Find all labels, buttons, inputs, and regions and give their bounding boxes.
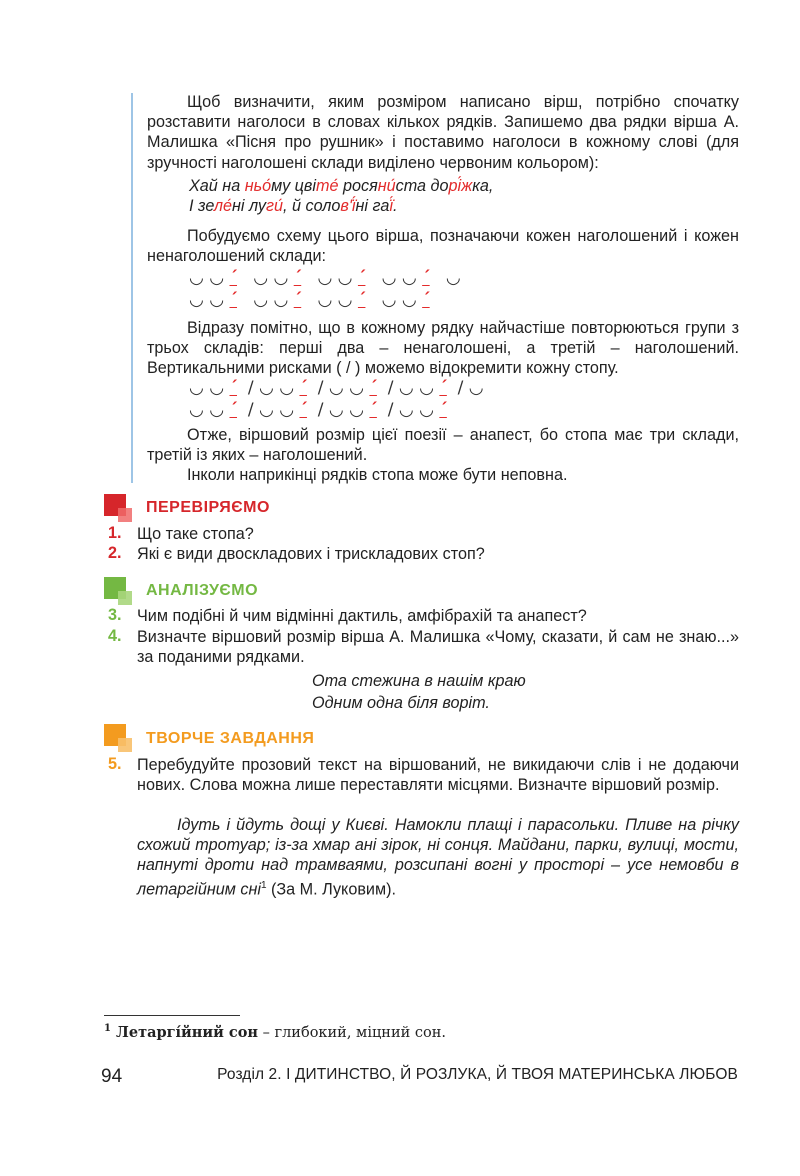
question-text: Які є види двоскладових і трискладових стоп? <box>137 545 485 563</box>
intro-paragraph-2: Побудуємо схему цього вірша, позначаючи кожен наголошений і кожен ненаголошений склади: <box>147 227 739 266</box>
footnote: $^1$ Летаргі́йний сон – глибокий, міцний сон. <box>104 1023 447 1041</box>
question-number: 5. <box>108 755 122 773</box>
question-number: 4. <box>108 627 122 645</box>
question-text: Що таке стопа? <box>137 525 254 543</box>
intro-paragraph-3: Відразу помітно, що в кожному рядку найчастіше повторюються групи з трьох складів: перші два – ненаголошені, а третій – наголошений. Вертикальними рисками ( / ) можемо відокремити кожну стопу. <box>147 319 739 378</box>
creative-heading: ТВОРЧЕ ЗАВДАННЯ <box>146 730 315 747</box>
question-number: 1. <box>108 524 122 542</box>
running-head: Розділ 2. І ДИТИНСТВО, Й РОЗЛУКА, Й ТВОЯ МАТЕРИНСЬКА ЛЮБОВ <box>217 1066 738 1083</box>
question-text: Чим подібні й чим відмінні дактиль, амфібрахій та анапест? <box>137 607 587 625</box>
intro-paragraph-5: Інколи наприкінці рядків стопа може бути неповна. <box>187 466 568 484</box>
question-number: 3. <box>108 606 122 624</box>
scheme-line-1: ◡ ◡ ΄ ◡ ◡ ΄ ◡ ◡ ΄ ◡ ◡ ΄ ◡ <box>189 268 461 288</box>
margin-rule <box>131 93 133 483</box>
scheme-line-2: ◡ ◡ ΄ ◡ ◡ ΄ ◡ ◡ ΄ ◡ ◡ ΄ <box>189 290 430 310</box>
scheme-feet-line-1: ◡ ◡ ΄ / ◡ ◡ ΄ / ◡ ◡ ΄ / ◡ ◡ ΄ / ◡ <box>189 378 484 398</box>
creative-square-accent-icon <box>118 738 132 752</box>
question-text: Визначте віршовий розмір вірша А. Малишка «Чому, сказати, й сам не знаю...» за поданими рядками. <box>137 628 739 667</box>
analyze-heading: АНАЛІЗУЄМО <box>146 582 259 599</box>
check-square-accent-icon <box>118 508 132 522</box>
verse-line-2: І зеле́ні луги́, й солов'ї́ні гаї́. <box>189 197 398 215</box>
verse-line-1: Хай на ньо́му цвіте́ росяни́ста дорі́жка, <box>189 177 494 195</box>
analyze-square-accent-icon <box>118 591 132 605</box>
question-number: 2. <box>108 544 122 562</box>
intro-paragraph-4: Отже, віршовий розмір цієї поезії – анапест, бо стопа має три склади, третій із яких – наголошений. <box>147 426 739 465</box>
check-heading: ПЕРЕВІРЯЄМО <box>146 499 270 516</box>
intro-paragraph-1: Щоб визначити, яким розміром написано вірш, потрібно спочатку розставити наголоси в словах кількох рядків. Запишемо два рядки вірша А. Малишка «Пісня про рушник» і поставимо наголоси в кожному слові (для зручності наголошені склади виділено червоним кольором): <box>147 93 739 172</box>
page-number: 94 <box>101 1066 123 1087</box>
question-text: Перебудуйте прозовий текст на віршований, не викидаючи слів і не додаючи нових. Слова можна лише переставляти місцями. Визначте віршовий розмір. <box>137 756 739 795</box>
footnote-divider <box>104 1015 240 1016</box>
analyze-verse-line: Ота стежина в нашім краю <box>312 672 526 690</box>
prose-excerpt: Ідуть і йдуть дощі у Києві. Намокли плащі і парасольки. Пливе на річку схожий тротуар; із-за хмар ані зірок, ні сонця. Майдани, парки, вулиці, мости, напнуті дроти над трамваями, розсипані вогні у просторі – усе немовби в летаргійним сні$^1$ (За М. Луковим). <box>137 816 739 898</box>
scheme-feet-line-2: ◡ ◡ ΄ / ◡ ◡ ΄ / ◡ ◡ ΄ / ◡ ◡ ΄ <box>189 400 447 420</box>
analyze-verse-line: Одним одна біля воріт. <box>312 694 490 712</box>
